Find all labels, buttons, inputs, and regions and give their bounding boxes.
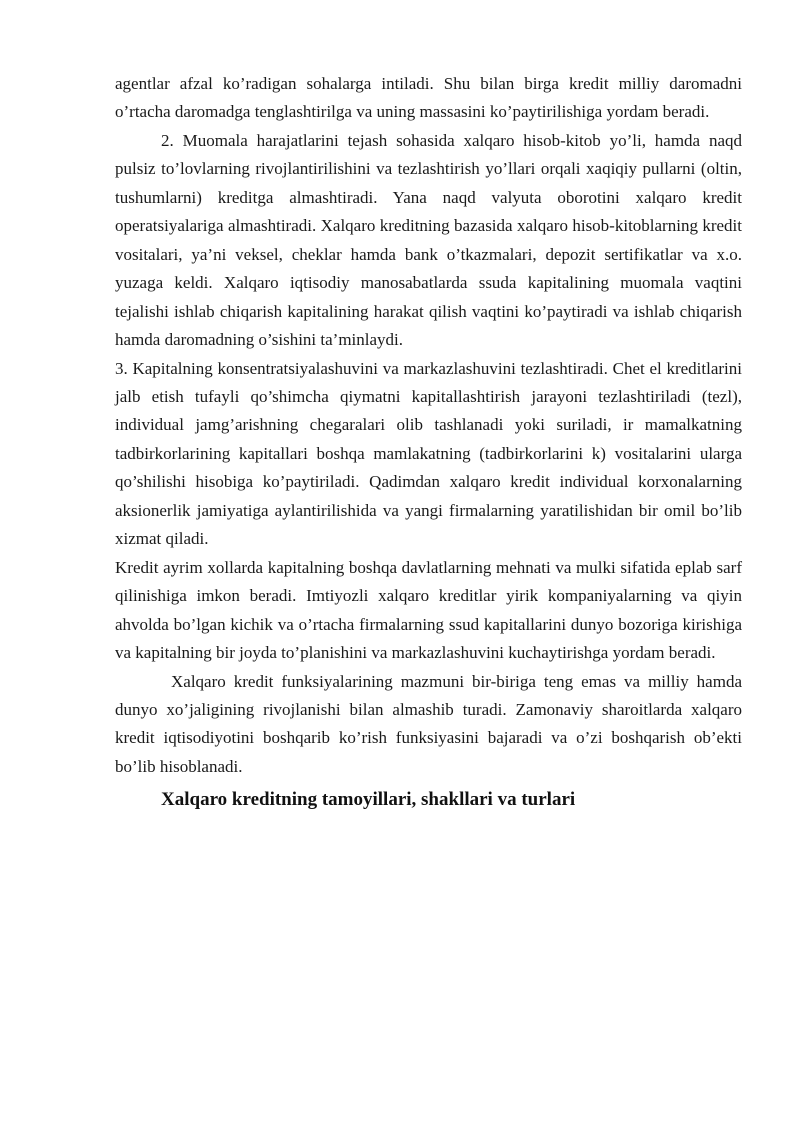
section-heading: Xalqaro kreditning tamoyillari, shakllari va turlari xyxy=(161,789,576,811)
paragraph-1: agentlar afzal ko’radigan sohalarga intiladi. Shu bilan birga kredit milliy daromadni o’rtacha daromadga tenglashtirilga va uning massasini ko’paytirilishiga yordam beradi. xyxy=(115,74,742,122)
document-page xyxy=(115,70,742,815)
paragraph-3: 3. Kapitalning konsentratsiyalashuvini va markazlashuvini tezlashtiradi. Chet el kreditlarini jalb etish tufayli qo’shimcha qiymatni kapitallashtirish jarayoni tezlashtiriladi (tezl), individual jamg’arishning chegaralari olib tashlanadi yoki suriladi, ir mamalkatning tadbirkorlarining kapitallari boshqa mamlakatning (tadbirkorlarini k) vositalarini ularga qo’shilishi hisobiga ko’paytiriladi. Qadimdan xalqaro kredit individual korxonalarning aksionerlik jamiyatiga aylantirilishida va yangi firmalarning yaratilishidan bir omil bo’lib xizmat qiladi. xyxy=(115,358,742,549)
paragraph-2: 2. Muomala harajatlarini tejash sohasida xalqaro hisob-kitob yo’li, hamda naqd pulsiz to’lovlarning rivojlantirilishini va tezlashtirish yo’llari orqali xaqiqiy pullarni (oltin, tushumlarni) kreditga almashtiradi. Yana naqd valyuta oborotini xalqaro kredit operatsiyalariga almashtiradi. Xalqaro kreditning bazasida xalqaro hisob-kitoblarning kredit vositalari, ya’ni veksel, cheklar hamda bank o’tkazmalari, depozit sertifikatlar va x.o. yuzaga keldi. Xalqaro iqtisodiy manosabatlarda ssuda kapitalining muomala vaqtini tejalishi ishlab chiqarish kapitalining harakat qilish vaqtini ko’paytiradi va ishlab chiqarish hamda daromadning o’sishini ta’minlaydi. xyxy=(115,130,742,350)
paragraph-4: Kredit ayrim xollarda kapitalning boshqa davlatlarning mehnati va mulki sifatida eplab sarf qilinishiga imkon beradi. Imtiyozli xalqaro kreditlar yirik kompaniyalarning va qiyin ahvolda bo’lgan kichik va o’rtacha firmalarning ssud kapitallarini dunyo bozoriga kirishiga va kapitalning bir joyda to’planishini va markazlashuvini kuchaytirishga yordam beradi. xyxy=(115,557,742,663)
paragraph-5: Xalqaro kredit funksiyalarining mazmuni bir-biriga teng emas va milliy hamda dunyo xo’jaligining rivojlanishi bilan almashib turadi. Zamonaviy sharoitlarda xalqaro kredit iqtisodiyotini boshqarib ko’rish funksiyasini bajaradi va o’zi boshqarish ob’ekti bo’lib hisoblanadi. xyxy=(115,671,742,776)
